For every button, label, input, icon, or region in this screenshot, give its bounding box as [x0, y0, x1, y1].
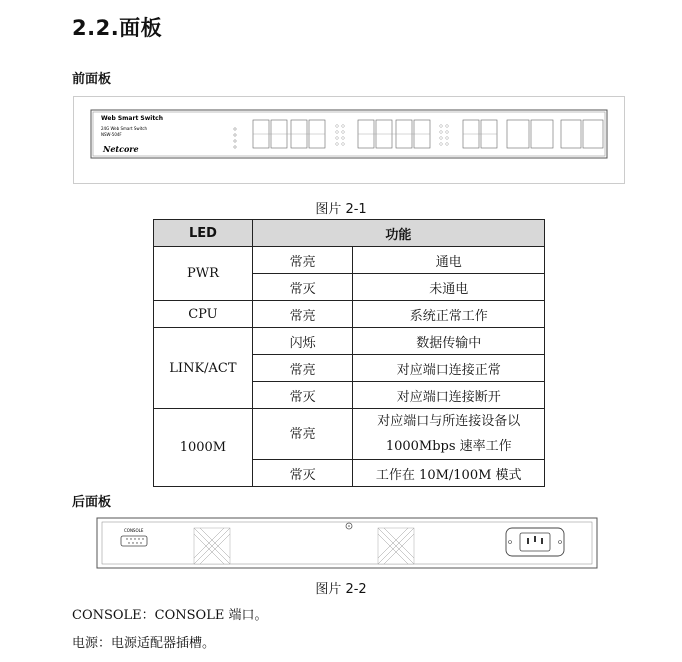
netcore-logo: Netcore: [103, 144, 139, 154]
led-description: 对应端口连接正常: [353, 355, 545, 382]
led-description: 数据传输中: [353, 328, 545, 355]
brand-line2: 24G Web Smart Switch: [101, 126, 148, 131]
led-state: 常亮: [252, 409, 353, 460]
table-row: [154, 301, 545, 328]
table-row: [154, 328, 545, 355]
fan-grille-left: [194, 528, 230, 564]
led-name: CPU: [154, 301, 253, 328]
led-state: 常灭: [252, 382, 353, 409]
led-state: 常亮: [252, 301, 353, 328]
figure-caption-1: 图片 2-1: [315, 202, 367, 217]
header-led: LED: [154, 220, 253, 247]
table-header-row: [154, 220, 545, 247]
led-description-line2: 1000Mbps 速率工作: [385, 439, 512, 454]
led-description: 通电: [353, 247, 545, 274]
note-power: 电源：电源适配器插槽。: [72, 636, 216, 651]
front-panel-drawing: [73, 96, 625, 184]
led-state: 常亮: [252, 247, 353, 274]
led-description: 系统正常工作: [353, 301, 545, 328]
rear-panel-figure: [96, 514, 598, 574]
led-name: LINK/ACT: [154, 328, 253, 409]
brand-line1: Web Smart Switch: [101, 115, 164, 122]
fan-grille-right: [378, 528, 414, 564]
front-panel-figure: [73, 96, 625, 188]
led-description: 工作在 10M/100M 模式: [353, 460, 545, 487]
figure-caption-2: 图片 2-2: [315, 582, 367, 597]
led-description: 未通电: [353, 274, 545, 301]
front-panel-title: 前面板: [72, 72, 112, 87]
led-description-line1: 对应端口与所连接设备以: [377, 414, 521, 429]
led-state: 闪烁: [252, 328, 353, 355]
console-label: CONSOLE: [124, 528, 144, 533]
led-state: 常灭: [252, 274, 353, 301]
power-socket: [506, 528, 564, 556]
header-function: 功能: [252, 220, 544, 247]
led-state: 常亮: [252, 355, 353, 382]
led-name: 1000M: [154, 409, 253, 487]
model-label: NSW-504F: [101, 132, 122, 137]
rear-panel-title: 后面板: [72, 495, 112, 510]
section-heading: 2.2.面板: [72, 16, 163, 40]
table-row: [154, 409, 545, 460]
note-console: CONSOLE：CONSOLE 端口。: [72, 608, 268, 623]
led-name: PWR: [154, 247, 253, 301]
led-description: 对应端口连接断开: [353, 382, 545, 409]
led-state: 常灭: [252, 460, 353, 487]
table-row: [154, 247, 545, 274]
led-function-table: [153, 219, 545, 487]
led-description: [353, 409, 545, 460]
rear-panel-drawing: [96, 514, 598, 570]
console-port: [121, 536, 147, 546]
